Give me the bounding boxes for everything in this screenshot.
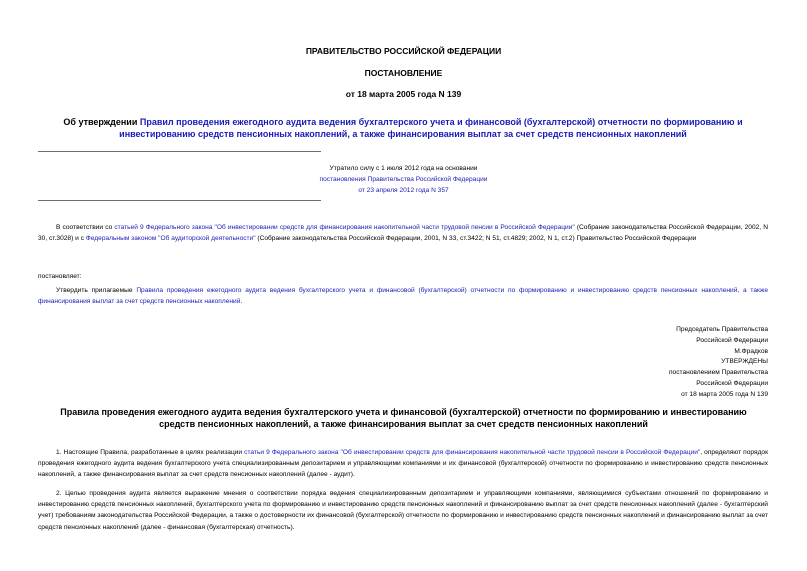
approved-by-1: постановлением Правительства <box>668 369 768 377</box>
law-article-9-link[interactable]: статьей 9 Федерального закона "Об инвестировании средств для финансирования накопительной части трудовой пенсии в Российской Федерации" <box>114 224 575 231</box>
government-name: ПРАВИТЕЛЬСТВО РОССИЙСКОЙ ФЕДЕРАЦИИ <box>305 46 502 56</box>
signer-name: М.Фрадков <box>734 347 768 355</box>
audit-law-link[interactable]: Федеральным законом "Об аудиторской деятельности" <box>85 235 256 243</box>
approved-by-2: Российской Федерации <box>696 379 768 387</box>
preamble-paragraph <box>38 222 768 244</box>
preamble-text-2: (Собрание законодательства Российской Федерации, 2002, N 30, ст.3028) и с <box>38 224 768 243</box>
preamble-text-3: (Собрание законодательства Российской Федерации, 2001, N 33, ст.3422; N 51, ст.4829; 2002, N 1, ст.2) Правительство Российской Федерации <box>255 235 697 243</box>
preamble-text-1: В соответствии со <box>56 224 115 231</box>
approved-label: УТВЕРЖДЕНЫ <box>721 358 768 366</box>
document-date-number: от 18 марта 2005 года N 139 <box>345 89 462 99</box>
separator-bottom <box>38 200 321 201</box>
signer-role-2: Российской Федерации <box>696 336 768 344</box>
p1-law-link[interactable]: статьи 9 Федерального закона "Об инвестировании средств для финансирования накопительной части трудовой пенсии в Российской Федерации" <box>244 449 701 456</box>
p1-text-1: 1. Настоящие Правила, разработанные в целях реализации <box>56 449 245 456</box>
document-title <box>58 116 748 140</box>
title-rules-link[interactable]: Правил проведения ежегодного аудита ведения бухгалтерского учета и финансовой (бухгалтерской) отчетности по формированию и инвестированию средств пенсионных накоплений, а также финансирования выплат за счет средств пенсионных накоплений <box>119 117 743 139</box>
decree-word: постановляет: <box>38 273 82 280</box>
p1-text-2: , определяют порядок проведения ежегодного аудита ведения бухгалтерского учета специализированным депозитарием и управляющими компаниями и их финансовой (бухгалтерской) отчетности по формированию и инвестированию средств пенсионных накоплений, а также финансирования выплат за счет средств пенсионных накоплений (далее - аудит). <box>38 449 768 479</box>
status-decree-link[interactable]: постановления Правительства Российской Федерации <box>319 176 488 183</box>
separator-top <box>38 151 321 152</box>
rules-title: Правила проведения ежегодного аудита ведения бухгалтерского учета и финансовой (бухгалтерской) отчетности по формированию и инвестированию средств пенсионных накоплений, а также финансирования выплат за счет средств пенсионных накоплений <box>60 407 747 429</box>
decree-paragraph <box>38 285 768 307</box>
decree-text-2: . <box>240 298 243 306</box>
decree-rules-link[interactable]: Правила проведения ежегодного аудита ведения бухгалтерского учета и финансовой (бухгалтерской) отчетности по формированию и инвестированию средств пенсионных накоплений, а также финансирования выплат за счет средств пенсионных накоплений <box>38 287 768 306</box>
rules-paragraph-2 <box>38 488 768 533</box>
p2-text: 2. Целью проведения аудита является выражение мнения о соответствии порядка ведения специализированным депозитарием и управляющими компаниями, являющимися субъектами отношений по формированию и инвестированию средств пенсионных накоплений, бухгалтерского учета по формированию и инвестированию средств пенсионных накоплений и финансированию выплат за счет средств пенсионных накоплений (далее - бухгалтерский учет) требованиям законодательства Российской Федерации, а также о достоверности их финансовой (бухгалтерской) отчетности по формированию и инвестированию средств пенсионных накоплений и финансированию выплат за счет средств пенсионных накоплений (далее - финансовая (бухгалтерская) отчетность). <box>38 490 768 531</box>
status-line: Утратило силу с 1 июля 2012 года на основании <box>329 165 478 172</box>
title-prefix: Об утверждении <box>63 117 140 127</box>
signer-role-1: Председатель Правительства <box>676 326 768 333</box>
rules-paragraph-1 <box>38 447 768 481</box>
signature-block <box>669 325 768 401</box>
approved-date: от 18 марта 2005 года N 139 <box>681 390 768 398</box>
decree-text-1: Утвердить прилагаемые <box>56 287 137 294</box>
document-type: ПОСТАНОВЛЕНИЕ <box>364 68 443 78</box>
status-decree-date-link[interactable]: от 23 апреля 2012 года N 357 <box>358 187 449 194</box>
